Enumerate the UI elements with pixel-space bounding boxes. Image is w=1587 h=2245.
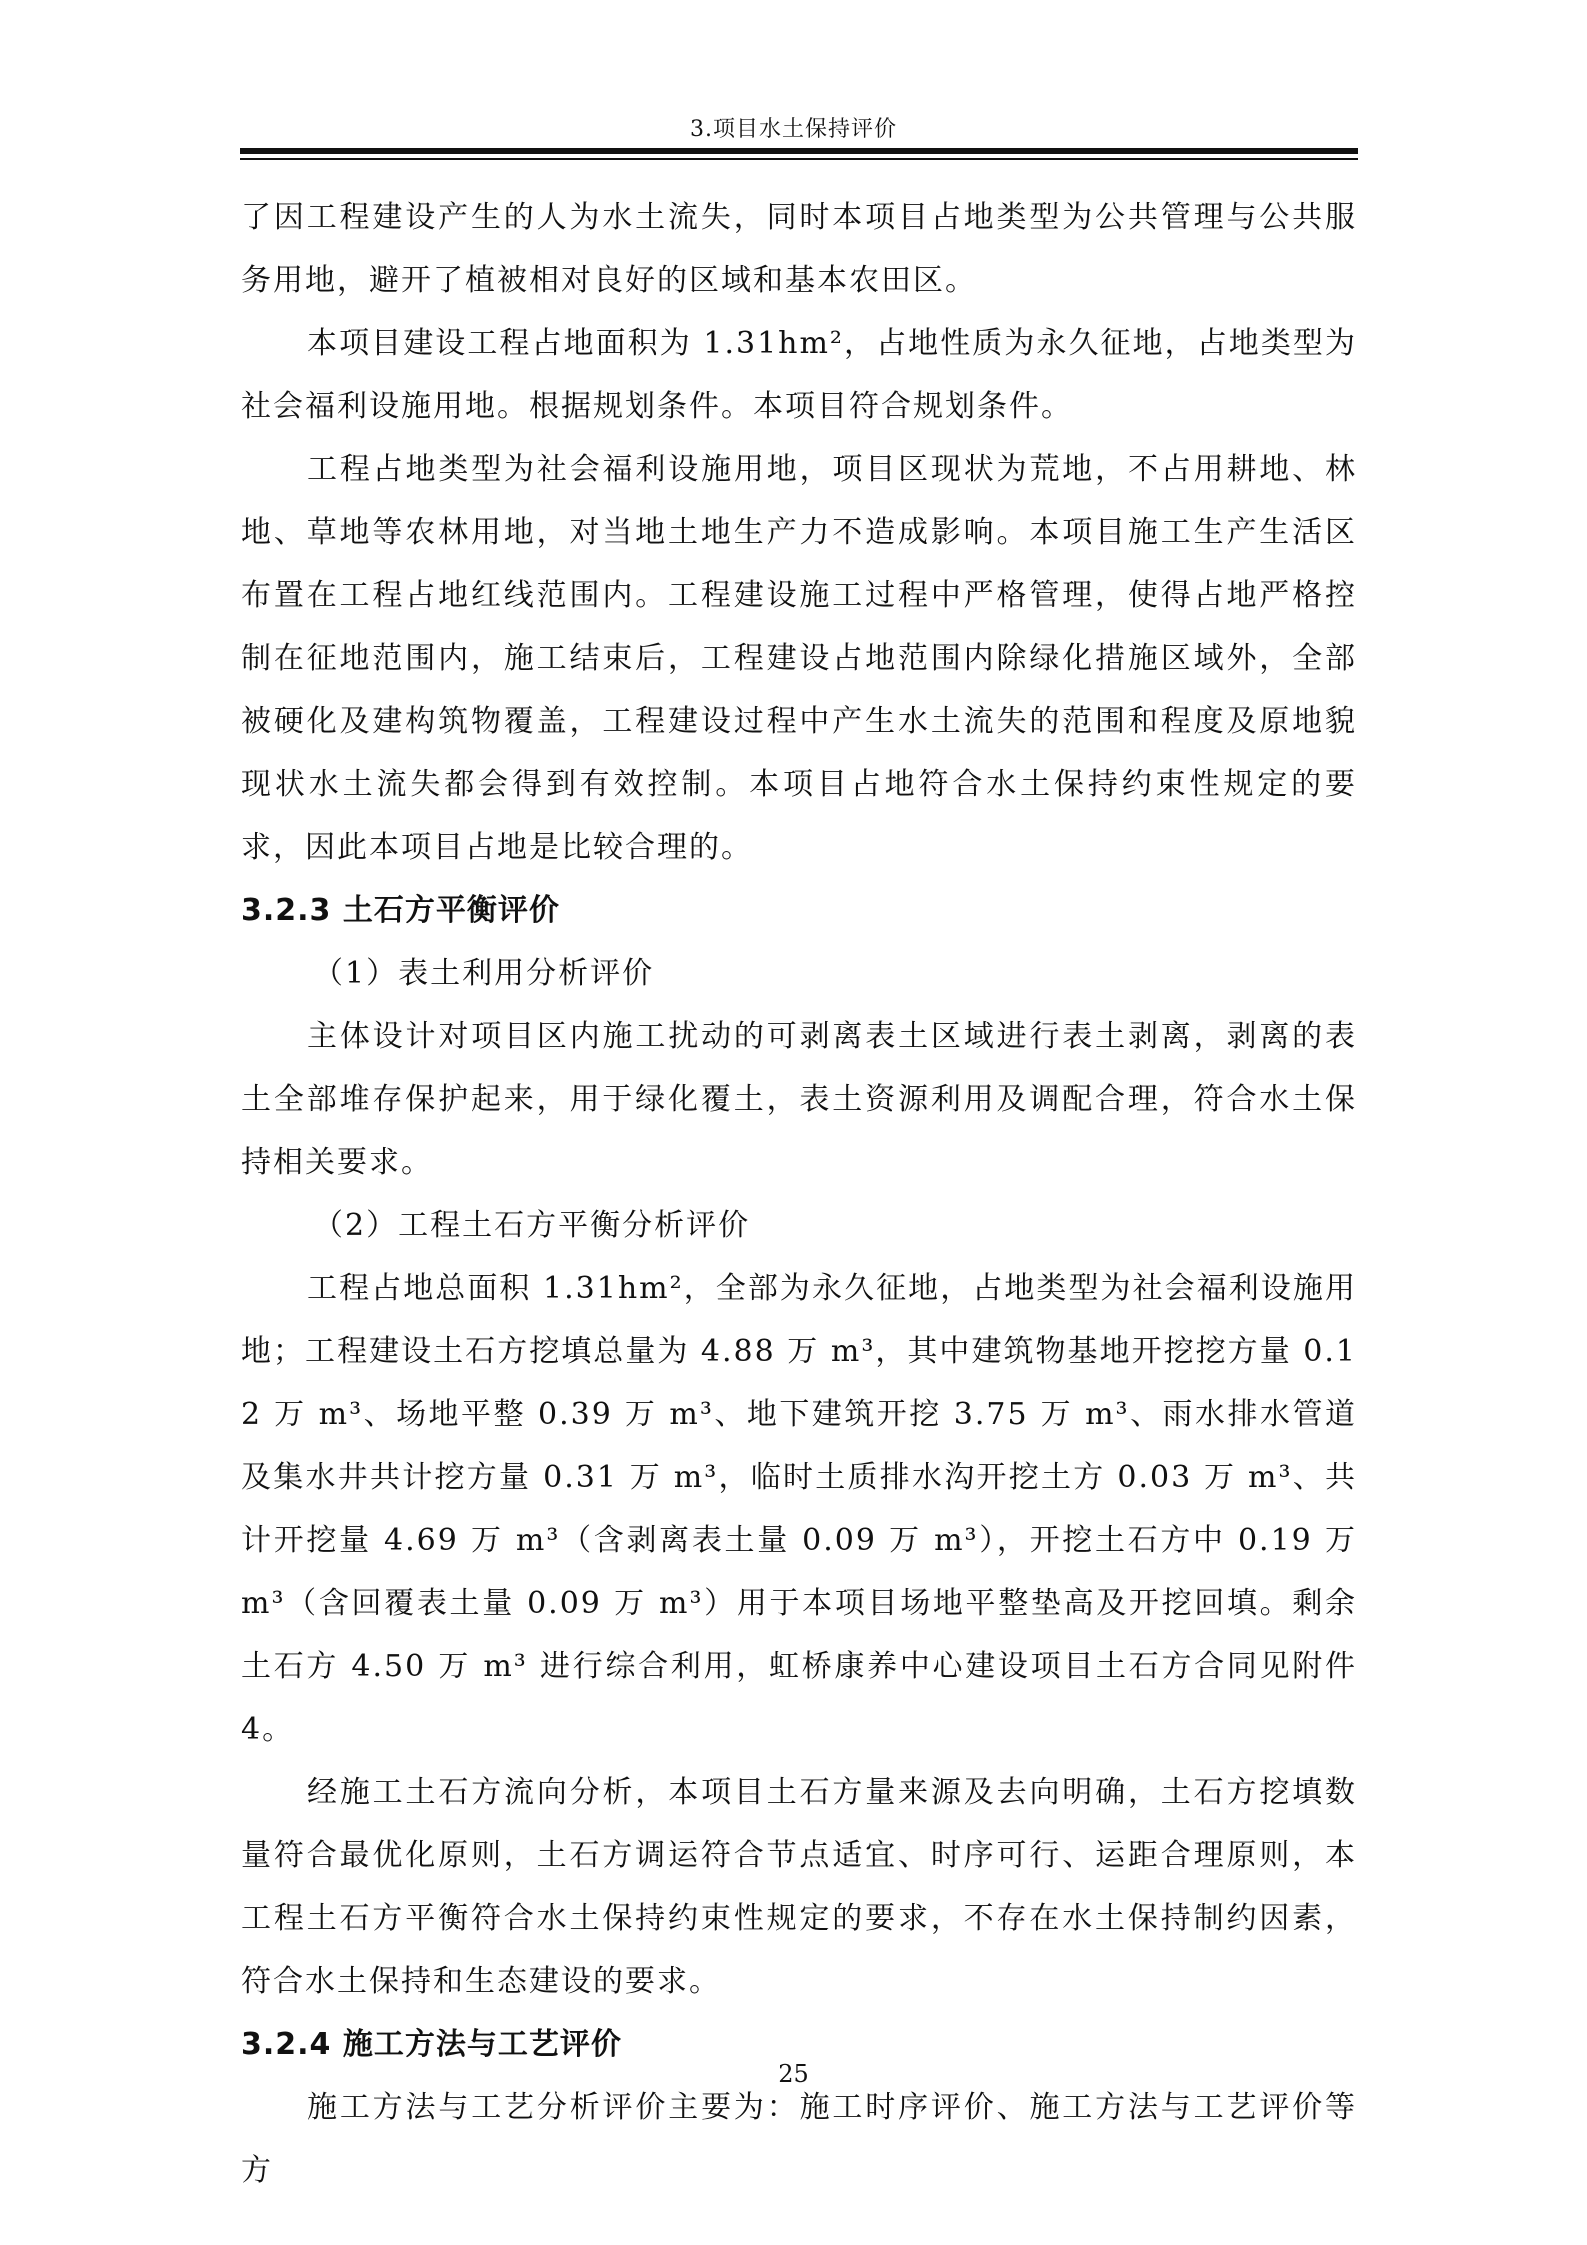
paragraph-earthwork-quantities: 工程占地总面积 1.31hm²，全部为永久征地，占地类型为社会福利设施用地；工程建设土石方挖填总量为 4.88 万 m³，其中建筑物基地开挖挖方量 0.12 万 m³、场地平整 0.39 万 m³、地下建筑开挖 3.75 万 m³、雨水排水管道及集水井共计挖方量 0.31 万 m³，临时土质排水沟开挖土方 0.03 万 m³、共计开挖量 4.69 万 m³（含剥离表土量 0.09 万 m³），开挖土石方中 0.19 万 m³（含回覆表土量 0.09 万 m³）用于本项目场地平整垫高及开挖回填。剩余土石方 4.50 万 m³ 进行综合利用，虹桥康养中心建设项目土石方合同见附件 4。 — [241, 1271, 1357, 1747]
subheading-topsoil-use: （1）表土利用分析评价 — [313, 956, 655, 991]
paragraph-earthwork-flow: 经施工土石方流向分析，本项目土石方量来源及去向明确，土石方挖填数量符合最优化原则，土石方调运符合节点适宜、时序可行、运距合理原则，本工程土石方平衡符合水土保持约束性规定的要求，不存在水土保持制约因素，符合水土保持和生态建设的要求。 — [241, 1775, 1357, 1999]
subheading-earthwork-balance: （2）工程土石方平衡分析评价 — [313, 1208, 751, 1243]
page-number: 25 — [778, 2060, 809, 2088]
header-rule-thick — [240, 148, 1358, 154]
running-header-title: 3.项目水土保持评价 — [690, 117, 897, 142]
paragraph-construction-method: 施工方法与工艺分析评价主要为：施工时序评价、施工方法与工艺评价等方 — [241, 2090, 1357, 2188]
paragraph-land-area: 本项目建设工程占地面积为 1.31hm²，占地性质为永久征地，占地类型为社会福利设施用地。根据规划条件。本项目符合规划条件。 — [241, 326, 1357, 424]
section-heading-3-2-3: 3.2.3 土石方平衡评价 — [241, 893, 560, 928]
section-heading-3-2-4: 3.2.4 施工方法与工艺评价 — [241, 2027, 622, 2062]
paragraph-topsoil: 主体设计对项目区内施工扰动的可剥离表土区域进行表土剥离，剥离的表土全部堆存保护起来，用于绿化覆土，表土资源利用及调配合理，符合水土保持相关要求。 — [241, 1019, 1357, 1180]
header-rule-thin — [240, 158, 1358, 160]
body-content — [241, 186, 1357, 2202]
paragraph-continuation: 了因工程建设产生的人为水土流失，同时本项目占地类型为公共管理与公共服务用地，避开了植被相对良好的区域和基本农田区。 — [241, 200, 1357, 298]
paragraph-land-use-type: 工程占地类型为社会福利设施用地，项目区现状为荒地，不占用耕地、林地、草地等农林用地，对当地土地生产力不造成影响。本项目施工生产生活区布置在工程占地红线范围内。工程建设施工过程中严格管理，使得占地严格控制在征地范围内，施工结束后，工程建设占地范围内除绿化措施区域外，全部被硬化及建构筑物覆盖，工程建设过程中产生水土流失的范围和程度及原地貌现状水土流失都会得到有效控制。本项目占地符合水土保持约束性规定的要求，因此本项目占地是比较合理的。 — [241, 452, 1357, 865]
